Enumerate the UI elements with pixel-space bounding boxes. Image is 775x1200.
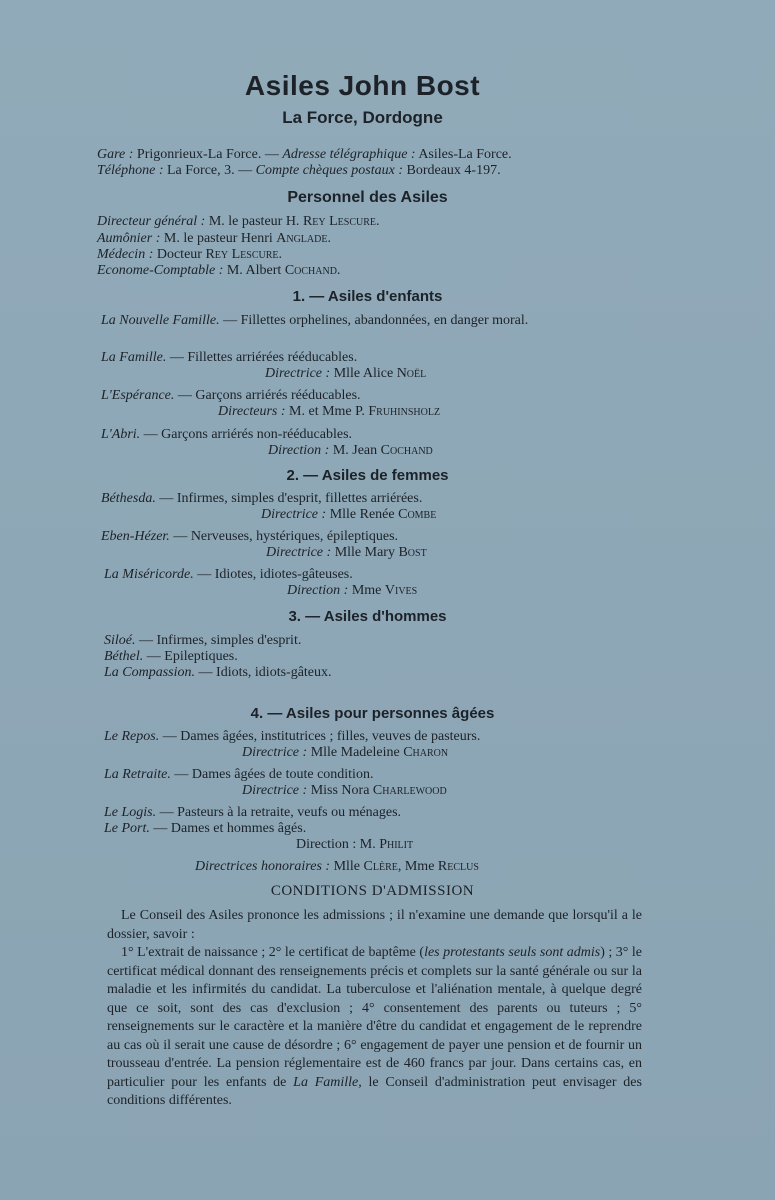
compte-value: Bordeaux 4-197.: [406, 163, 501, 178]
direction-prefix: M.: [359, 837, 376, 852]
personnel-role: Econome-Comptable :: [97, 263, 224, 278]
asile-entry: [104, 633, 301, 649]
direction-label: Direction :: [296, 837, 357, 852]
direction-prefix: Mlle Mary: [334, 545, 395, 560]
gare-label: Gare :: [97, 147, 134, 162]
hommes-heading: 3. — Asiles d'hommes: [288, 608, 447, 625]
asile-desc: — Nerveuses, hystériques, épileptiques.: [173, 529, 399, 544]
direction-prefix: Mlle Madeleine: [310, 745, 400, 760]
asile-direction: [265, 366, 426, 382]
personnel-name: Rey Lescure.: [205, 247, 283, 262]
asile-name: La Miséricorde.: [104, 567, 194, 582]
asile-name: Siloé.: [104, 633, 136, 648]
direction-label: Directrice :: [242, 745, 308, 760]
asile-entry: [104, 649, 238, 665]
asile-name: Béthel.: [104, 649, 144, 664]
personnel-prefix: M. le pasteur H.: [208, 214, 300, 229]
direction-prefix: M. et Mme P.: [289, 404, 365, 419]
adresse-label: Adresse télégraphique :: [282, 147, 416, 162]
asile-entry: [101, 427, 352, 443]
compte-label: Compte chèques postaux :: [255, 163, 403, 178]
asile-direction: [261, 507, 436, 523]
direction-name: Bost: [398, 545, 427, 560]
asile-entry: [104, 805, 401, 821]
asile-entry: [104, 729, 480, 745]
honoraires-label: Directrices honoraires :: [195, 859, 331, 874]
direction-prefix: M. Jean: [332, 443, 378, 458]
direction-name: Vives: [384, 583, 418, 598]
personnel-prefix: Docteur: [156, 247, 202, 262]
asile-desc: — Infirmes, simples d'esprit, fillettes arriérées.: [159, 491, 423, 506]
asile-name: L'Abri.: [101, 427, 141, 442]
asile-entry: [101, 491, 422, 507]
asile-name: Le Logis.: [104, 805, 157, 820]
personnel-role: Directeur général :: [97, 214, 206, 229]
asile-desc: — Idiots, idiots-gâteux.: [198, 665, 332, 680]
direction-name: Charon: [403, 745, 449, 760]
asile-desc: — Fillettes orphelines, abandonnées, en danger moral.: [223, 313, 529, 328]
personnel-row: [97, 231, 331, 247]
asile-entry: [101, 529, 398, 545]
enfants-heading: 1. — Asiles d'enfants: [292, 288, 443, 305]
asile-entry: [101, 313, 528, 329]
asile-desc: — Dames âgées de toute condition.: [174, 767, 374, 782]
asile-name: La Nouvelle Famille.: [101, 313, 220, 328]
asile-name: La Famille.: [101, 350, 167, 365]
direction-label: Directrice :: [265, 366, 331, 381]
direction-label: Directrice :: [261, 507, 327, 522]
asile-name: Le Repos.: [104, 729, 160, 744]
asile-entry: [104, 767, 373, 783]
asile-direction: [242, 745, 448, 761]
femmes-heading: 2. — Asiles de femmes: [286, 467, 449, 484]
asile-name: Eben-Hézer.: [101, 529, 170, 544]
asile-name: La Compassion.: [104, 665, 196, 680]
adresse-value: Asiles-La Force.: [418, 147, 512, 162]
asile-name: La Retraite.: [104, 767, 171, 782]
asile-entry: [104, 567, 353, 583]
personnel-name: Rey Lescure.: [302, 214, 380, 229]
personnel-row: [97, 263, 340, 279]
personnel-row: [97, 247, 282, 263]
direction-name: Noël: [396, 366, 427, 381]
asile-direction: [287, 583, 417, 599]
personnel-prefix: M. le pasteur Henri: [163, 231, 273, 246]
direction-label: Direction :: [268, 443, 330, 458]
personnel-name: Anglade.: [276, 231, 331, 246]
asile-entry: [104, 821, 306, 837]
honoraires-name: Reclus: [437, 859, 479, 874]
asile-direction: [242, 783, 447, 799]
asile-desc: — Epileptiques.: [146, 649, 238, 664]
asile-direction: [296, 837, 413, 853]
conditions-heading: CONDITIONS D'ADMISSION: [270, 883, 475, 899]
contact-line-1: [97, 147, 512, 163]
asile-desc: — Fillettes arriérées rééducables.: [169, 350, 358, 365]
ages-heading: 4. — Asiles pour personnes âgées: [250, 705, 495, 722]
conditions-text: 1° L'extrait de naissance ; 2° le certificat de baptême (: [121, 945, 425, 960]
asile-direction: [268, 443, 433, 459]
contact-line-2: [97, 163, 501, 179]
direction-name: Fruhinsholz: [368, 404, 441, 419]
asile-desc: — Dames et hommes âgés.: [153, 821, 307, 836]
conditions-text: le Conseil d'administration peut envisager des conditions différentes.: [107, 1074, 642, 1108]
personnel-heading: Personnel des Asiles: [287, 189, 448, 206]
asile-direction: [266, 545, 427, 561]
asile-direction: [218, 404, 440, 420]
direction-prefix: Mlle Alice: [333, 366, 394, 381]
direction-name: Cochand: [380, 443, 433, 458]
conditions-intro: Le Conseil des Asiles prononce les admissions ; il n'examine une demande que lorsqu'il a le dossier, savoir :: [107, 908, 642, 942]
direction-label: Direction :: [287, 583, 349, 598]
honoraires-prefix: Mlle: [333, 859, 361, 874]
asile-desc: — Garçons arriérés non-rééducables.: [143, 427, 353, 442]
gare-value: Prigonrieux-La Force. —: [136, 147, 279, 162]
asile-entry: [104, 665, 332, 681]
direction-label: Directrice :: [266, 545, 332, 560]
asile-entry: [101, 350, 357, 366]
page-subtitle: La Force, Dordogne: [282, 108, 443, 127]
personnel-role: Médecin :: [97, 247, 154, 262]
personnel-role: Aumônier :: [97, 231, 161, 246]
telephone-value: La Force, 3. —: [166, 163, 253, 178]
asile-name: L'Espérance.: [101, 388, 175, 403]
personnel-row: [97, 214, 380, 230]
direction-prefix: Miss Nora: [310, 783, 370, 798]
asile-name: Le Port.: [104, 821, 150, 836]
honoraires-name: Clère,: [363, 859, 402, 874]
asile-desc: — Idiotes, idiotes-gâteuses.: [197, 567, 353, 582]
asile-desc: — Dames âgées, institutrices ; filles, veuves de pasteurs.: [162, 729, 481, 744]
asile-desc: — Pasteurs à la retraite, veufs ou ménages.: [159, 805, 402, 820]
conditions-body: [107, 944, 642, 1111]
direction-prefix: Mme: [351, 583, 382, 598]
telephone-label: Téléphone :: [97, 163, 164, 178]
personnel-prefix: M. Albert: [226, 263, 282, 278]
direction-prefix: Mlle Renée: [329, 507, 395, 522]
asile-desc: — Garçons arriérés rééducables.: [177, 388, 361, 403]
asile-desc: — Infirmes, simples d'esprit.: [139, 633, 302, 648]
personnel-name: Cochand.: [284, 263, 341, 278]
direction-name: Combe: [398, 507, 437, 522]
honoraires-prefix: Mme: [404, 859, 435, 874]
conditions-text: ) ; 3° le certificat médical donnant des renseignements précis et complets sur la santé générale ou sur la maladie et les infirmités du candidat. La tuberculose et l'aliénation mentale, à quelque degré que ce soit, sont des cas d'exclusion ; 4° consentement des parents ou tuteurs ; 5° renseignements sur le caractère et la manière d'être du candidat et engagement de le reprendre au cas où il serait une cause de désordre ; 6° engagement de payer une pension et de fournir un trousseau d'entrée. La pension réglementaire est de 460 francs par jour. Dans certains cas, en particulier pour les enfants de: [107, 945, 642, 1090]
conditions-italic: les protestants seuls sont admis: [424, 945, 601, 960]
direction-name: Charlewood: [372, 783, 447, 798]
asile-entry: [101, 388, 361, 404]
conditions-italic: La Famille,: [293, 1074, 362, 1090]
page-title: Asiles John Bost: [244, 70, 481, 101]
asile-name: Béthesda.: [101, 491, 156, 506]
direction-label: Directrice :: [242, 783, 308, 798]
direction-label: Directeurs :: [218, 404, 286, 419]
direction-name: Philit: [379, 837, 414, 852]
directrices-honoraires: [195, 859, 479, 875]
